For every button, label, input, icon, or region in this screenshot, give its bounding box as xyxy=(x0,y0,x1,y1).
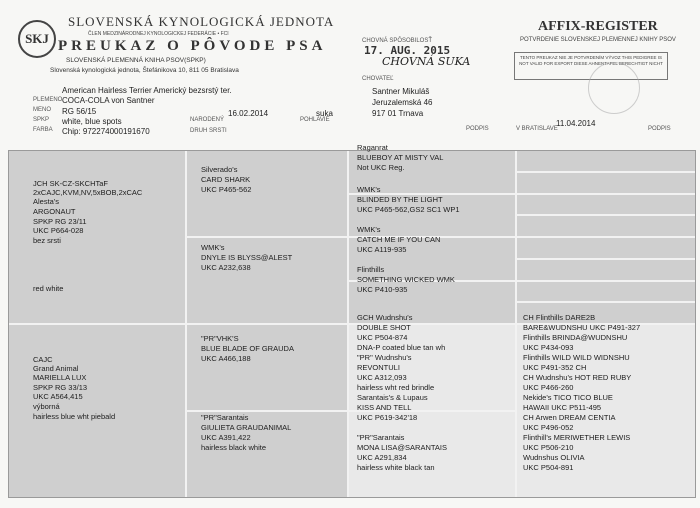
g3-line: UKC P410-935 xyxy=(357,285,408,294)
affix-subtitle: POTVRDENIE SLOVENSKEJ PLEMENNEJ KNIHY PSOV xyxy=(520,37,676,43)
export-note: TENTO PREUKAZ NIE JE POTVRDENÍM VÝVOZ THIS PEDIGREE IS NOT VALID FOR EXPORT DIESE AHNENTAFEL BERECHTIGT NICHT xyxy=(519,55,663,66)
g3-line: UKC A119-935 xyxy=(357,245,407,254)
g3-line: hairless white black tan xyxy=(357,463,435,472)
sire-line: ARGONAUT xyxy=(33,207,76,216)
g4-line: Flinthills BRINDA@WUDNSHU xyxy=(523,333,628,342)
g3-line: MONA LISA@SARANTAIS xyxy=(357,443,447,452)
g4-line: UKC P504-891 xyxy=(523,463,574,472)
g4-cell-7 xyxy=(517,282,695,301)
g2-line: DNYLE IS BLYSS@ALEST xyxy=(201,253,293,262)
g2-line: "PR"Sarantais xyxy=(201,413,249,422)
g4-cell-4 xyxy=(517,216,695,236)
g3-line: DOUBLE SHOT xyxy=(357,323,411,332)
sire-line: SPKP RG 23/11 xyxy=(33,217,87,226)
page-title: PREUKAZ O PÔVODE PSA xyxy=(58,38,327,54)
g2-line: UKC P465-562 xyxy=(201,185,252,194)
g3-line: CATCH ME IF YOU CAN xyxy=(357,235,441,244)
dam-line: MARIELLA LUX xyxy=(33,373,87,382)
g4-line: Nekide's TICO TICO BLUE xyxy=(523,393,613,402)
g4-line: CH Flinthills DARE2B xyxy=(523,313,596,322)
g3-line: WMK's xyxy=(357,225,381,234)
g2-line: UKC A232,638 xyxy=(201,263,251,272)
pedigree-table xyxy=(8,143,696,498)
g2-line: UKC A391,422 xyxy=(201,433,251,442)
g4-cell-3 xyxy=(517,195,695,214)
birth-date: 16.02.2014 xyxy=(228,109,269,118)
g3-line: Not UKC Reg. xyxy=(357,163,405,172)
owner-label: CHOVATEĽ xyxy=(362,76,394,82)
g3-line: REVONTULI xyxy=(357,363,400,372)
g4-cell-6 xyxy=(517,260,695,280)
breeding-status: CHOVNÁ SUKA xyxy=(382,55,471,68)
color-label: FARBA xyxy=(33,127,53,133)
g4-line: UKC P434-093 xyxy=(523,343,574,352)
org-address: Slovenská kynologická jednota, Štefánikova 10, 811 05 Bratislava xyxy=(50,67,239,74)
sex-value: suka xyxy=(316,109,333,118)
g3-line: BLINDED BY THE LIGHT xyxy=(357,195,443,204)
g4-line: Flinthills WILD WILD WIDNSHU xyxy=(523,353,630,362)
born-label: NARODENÝ xyxy=(190,117,225,123)
owner-city: 917 01 Trnava xyxy=(372,109,424,118)
official-seal xyxy=(588,62,640,114)
g3-line: WMK's xyxy=(357,185,381,194)
spkp-number: RG 56/15 xyxy=(62,107,97,116)
g3-line: BLUEBOY AT MISTY VAL xyxy=(357,153,444,162)
g4-line: UKC P496-052 xyxy=(523,423,574,432)
g3-line: DNA-P coated blue tan wh xyxy=(357,343,446,352)
skj-logo: SKJ xyxy=(18,20,56,58)
g4-line: CH Arwen DREAM CENTIA xyxy=(523,413,616,422)
sire-line: 2xCAJC,KVM,NV,5xBOB,2xCAC xyxy=(33,188,143,197)
g2-line: BLUE BLADE OF GRAUDA xyxy=(201,344,294,353)
g2-line: CARD SHARK xyxy=(201,175,251,184)
g4-cell-2 xyxy=(517,173,695,193)
g2-line: Silverado's xyxy=(201,165,238,174)
breed-label: PLEMENO xyxy=(33,97,63,103)
owner-street: Jeruzalemská 46 xyxy=(372,98,433,107)
affix-title: AFFIX-REGISTER xyxy=(538,19,658,34)
g4-cell-5 xyxy=(517,238,695,258)
g3-line: UKC P619-342'18 xyxy=(357,413,418,422)
color-value: white, blue spots xyxy=(62,117,122,126)
g4-line: CH Wudnshu's HOT RED RUBY xyxy=(523,373,632,382)
sire-line: JCH SK-CZ-SKCHTaF xyxy=(33,179,109,188)
g3-line: Raganrat xyxy=(357,143,388,152)
g4-line: BARE&WUDNSHU UKC P491-327 xyxy=(523,323,641,332)
sire-line: bez srsti xyxy=(33,236,61,245)
sire-line: UKC P664-028 xyxy=(33,226,84,235)
dam-line: výborná xyxy=(33,402,60,411)
sex-label: POHLAVIE xyxy=(300,117,330,123)
g4-cell-1 xyxy=(517,151,695,171)
g3-line: UKC A291,834 xyxy=(357,453,407,462)
sire-line: Alesta's xyxy=(33,197,60,206)
name-label: MENO xyxy=(33,107,51,113)
g2-line: "PR"VHK'S xyxy=(201,334,239,343)
owner-name: Santner Mikuláš xyxy=(372,87,430,96)
place-label: V BRATISLAVE xyxy=(516,126,558,132)
fci-member: ČLEN MEDZINÁRODNEJ KYNOLOGICKEJ FEDERÁCIE • FCI xyxy=(88,31,229,37)
g2-line: UKC A466,188 xyxy=(201,354,251,363)
g3-line: UKC A312,093 xyxy=(357,373,407,382)
g2-line: WMK's xyxy=(201,243,225,252)
dam-line: hairless blue wht piebald xyxy=(33,412,116,421)
org-name: SLOVENSKÁ KYNOLOGICKÁ JEDNOTA xyxy=(68,14,335,29)
coat-label: DRUH SRSTI xyxy=(190,128,227,134)
g3-line: "PR" Wudnshu's xyxy=(357,353,412,362)
dam-line: UKC A564,415 xyxy=(33,392,83,401)
spkp-label: SPKP xyxy=(33,117,50,123)
breed-value: American Hairless Terrier Americký bezsrstý ter. xyxy=(62,86,232,95)
stud-book: SLOVENSKÁ PLEMENNÁ KNIHA PSOV(SPKP) xyxy=(66,57,206,64)
chip-number: Chip: 972274000191670 xyxy=(62,127,150,136)
sire-line: red white xyxy=(33,284,64,293)
g3-line: UKC P504-874 xyxy=(357,333,408,342)
issue-date: 11.04.2014 xyxy=(556,119,596,128)
g3-line: SOMETHING WICKED WMK xyxy=(357,275,455,284)
g4-line: HAWAII UKC P511-495 xyxy=(523,403,602,412)
g3-line: Flinthills xyxy=(357,265,385,274)
dam-line: Grand Animal xyxy=(33,364,79,373)
g4-line: UKC P491-352 CH xyxy=(523,363,587,372)
dam-line: CAJC xyxy=(33,355,53,364)
g3-line: "PR"Sarantais xyxy=(357,433,405,442)
g2-line: GIULIETA GRAUDANIMAL xyxy=(201,423,292,432)
breeding-label: CHOVNÁ SPÔSOBILOSŤ xyxy=(362,38,433,44)
g4-line: UKC P506-210 xyxy=(523,443,574,452)
owner-sign-label: PODPIS xyxy=(466,126,489,132)
g2-line: hairless black white xyxy=(201,443,267,452)
g3-line: Sarantais's & Lupaus xyxy=(357,393,428,402)
g3-line: UKC P465-562,GS2 SC1 WP1 xyxy=(357,205,460,214)
g3-line: hairless wht red brindle xyxy=(357,383,435,392)
breeding-date: 17. AUG. 2015 xyxy=(364,44,451,57)
dam-line: SPKP RG 33/13 xyxy=(33,383,88,392)
registrar-sign-label: PODPIS xyxy=(648,126,671,132)
dog-name: COCA-COLA von Santner xyxy=(62,96,155,105)
g3-line: KISS AND TELL xyxy=(357,403,412,412)
g3-line: GCH Wudnshu's xyxy=(357,313,413,322)
g4-line: Wudnshus OLIVIA xyxy=(523,453,585,462)
g4-line: UKC P466-260 xyxy=(523,383,574,392)
g4-line: Flinthill's MERIWETHER LEWIS xyxy=(523,433,631,442)
